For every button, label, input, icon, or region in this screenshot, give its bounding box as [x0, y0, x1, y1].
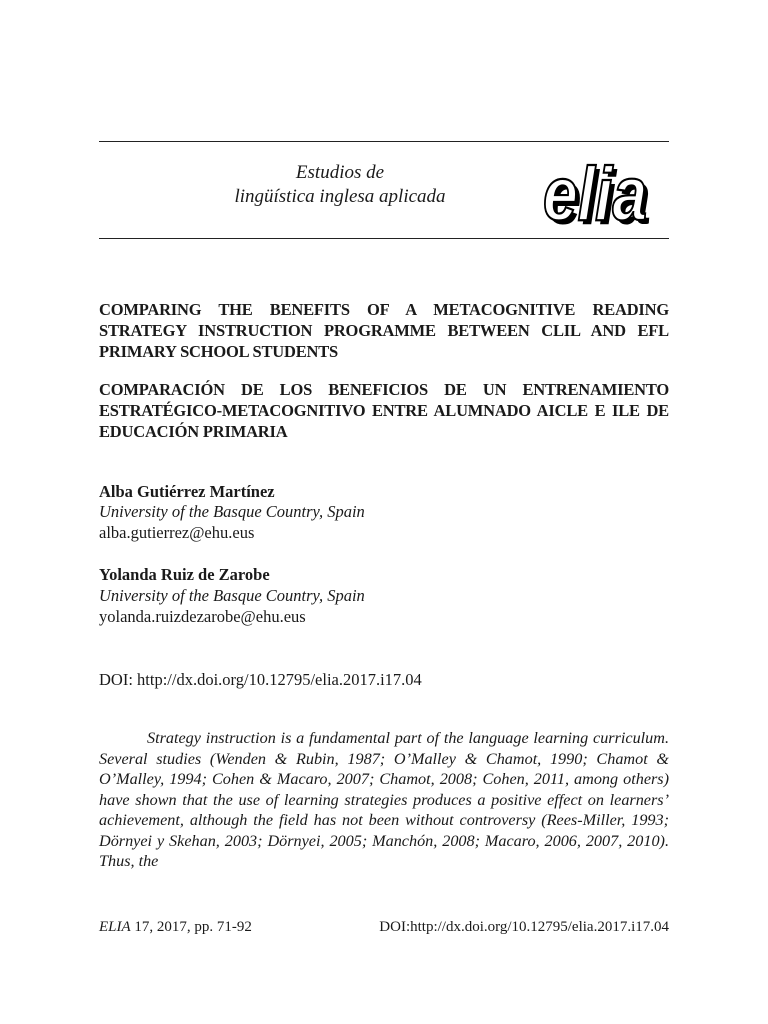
journal-subtitle-line2: lingüística inglesa aplicada: [234, 186, 446, 207]
footer-volume-pages: 17, 2017, pp. 71-92: [130, 919, 252, 935]
footer-doi: DOI:http://dx.doi.org/10.12795/elia.2017.i17.04: [379, 919, 669, 935]
journal-subtitle-line1: Estudios de: [295, 162, 385, 183]
author-email: yolanda.ruizdezarobe@ehu.eus: [99, 607, 306, 626]
header-rule-top: [99, 141, 669, 142]
author-name: Alba Gutiérrez Martínez: [99, 482, 275, 501]
article-title-english: COMPARING THE BENEFITS OF A METACOGNITIVE READING STRATEGY INSTRUCTION PROGRAMME BETWEEN CLIL AND EFL PRIMARY SCHOOL STUDENTS: [99, 300, 669, 361]
author-email: alba.gutierrez@ehu.eus: [99, 523, 255, 542]
abstract-paragraph: Strategy instruction is a fundamental part of the language learning curriculum. Several studies (Wenden & Rubin, 1987; O’Malley & Chamot, 1990; Chamot & O’Malley, 1994; Cohen & Macaro, 2007; Chamot, 2008; Cohen, 2011, among others) have shown that the use of learning strategies produces a positive effect on learners’ achievement, although the field has not been without controversy (Rees-Miller, 1993; Dörnyei y Skehan, 2003; Dörnyei, 2005; Manchón, 2008; Macaro, 2006, 2007, 2010). Thus, the: [99, 729, 669, 870]
elia-logo: [538, 152, 654, 232]
article-title-spanish: COMPARACIÓN DE LOS BENEFICIOS DE UN ENTRENAMIENTO ESTRATÉGICO-METACOGNITIVO ENTRE ALUMNADO AICLE E ILE DE EDUCACIÓN PRIMARIA: [99, 380, 669, 441]
header-rule-bottom: [99, 238, 669, 239]
author-affiliation: University of the Basque Country, Spain: [99, 586, 365, 605]
elia-logo-shadow: elia: [547, 156, 651, 232]
author-name: Yolanda Ruiz de Zarobe: [99, 565, 270, 584]
footer-journal-name: ELIA: [99, 919, 131, 935]
article-doi: DOI: http://dx.doi.org/10.12795/elia.2017.i17.04: [99, 670, 422, 689]
elia-logo-text: elia: [543, 152, 647, 232]
author-affiliation: University of the Basque Country, Spain: [99, 502, 365, 521]
footer-citation: [99, 917, 252, 937]
